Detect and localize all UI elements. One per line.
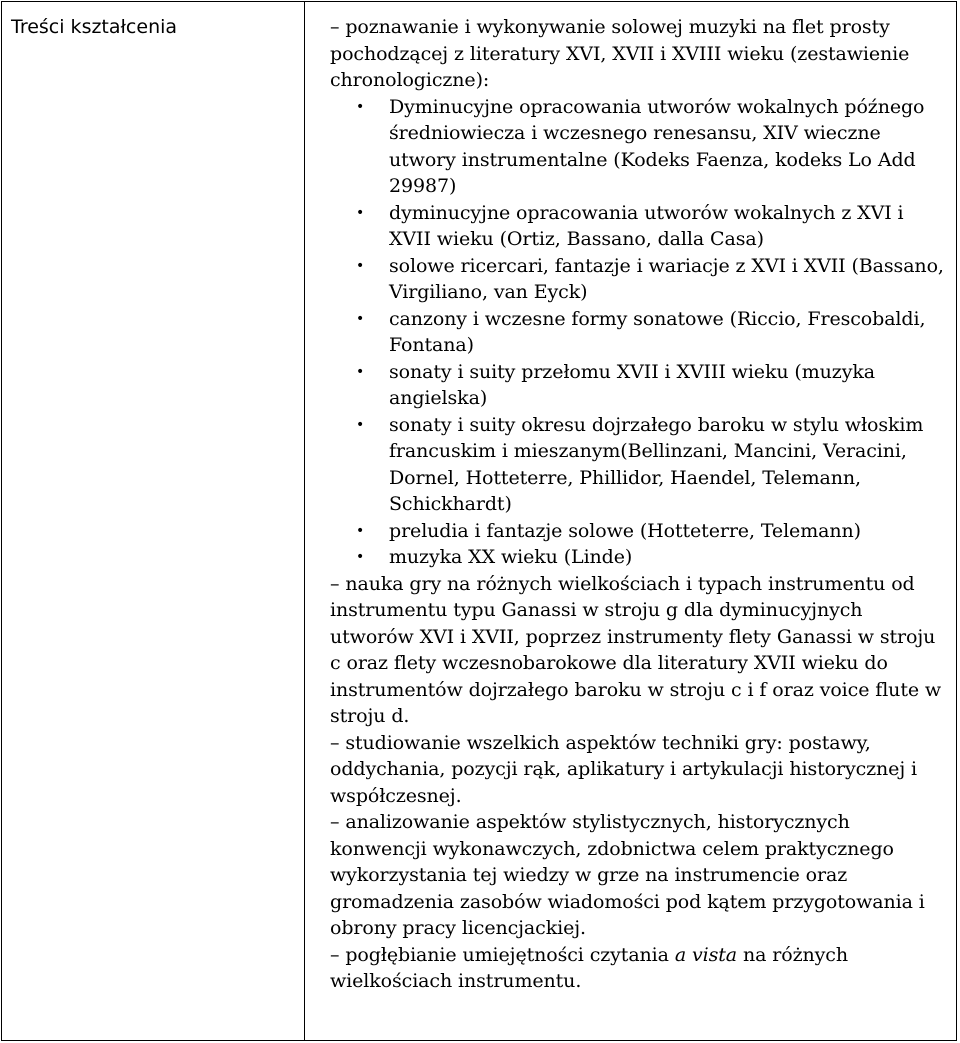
list-item-text: canzony i wczesne formy sonatowe (Riccio, Frescobaldi, Fontana) [389, 307, 926, 356]
list-item [314, 306, 950, 359]
paragraph-sight-reading [314, 942, 950, 995]
bullet-icon: • [356, 257, 365, 274]
list-item-text: sonaty i suity okresu dojrzałego baroku w stylu włoskim francuskim i mieszanym(Bellinzani, Mancini, Veracini, Dornel, Hotteterre, Phillidor, Haendel, Telemann, Schickhardt) [389, 413, 924, 515]
list-item [314, 200, 950, 253]
repertoire-list [314, 94, 950, 571]
list-item-text: preludia i fantazje solowe (Hotteterre, Telemann) [389, 519, 861, 542]
list-item [314, 253, 950, 306]
paragraph-instrument-sizes: – nauka gry na różnych wielkościach i typach instrumentu od instrumentu typu Ganassi w stroju g dla dyminucyjnych utworów XVI i XVII, poprzez instrumenty flety Ganassi w stroju c oraz flety wczesnobarokowe dla literatury XVII wieku do instrumentów dojrzałego baroku w stroju c i f oraz voice flute w stroju d. [330, 572, 942, 727]
bullet-icon: • [356, 310, 365, 327]
bullet-icon: • [356, 522, 365, 539]
content-cell [305, 2, 957, 1041]
bullet-icon: • [356, 363, 365, 380]
intro-paragraph: – poznawanie i wykonywanie solowej muzyki na flet prosty pochodzącej z literatury XVI, XVII i XVIII wieku (zestawienie chronologiczne): [330, 16, 910, 91]
list-item [314, 518, 950, 545]
list-item [314, 412, 950, 518]
list-item-text: muzyka XX wieku (Linde) [389, 546, 633, 568]
curriculum-table [1, 1, 957, 1041]
list-item-text: sonaty i suity przełomu XVII i XVIII wieku (muzyka angielska) [389, 360, 875, 409]
paragraph-stylistic-analysis: – analizowanie aspektów stylistycznych, historycznych konwencji wykonawczych, zdobnictwa celem praktycznego wykorzystania tej wiedzy w grze na instrumencie oraz gromadzenia zasobów wiadomości pod kątem przygotowania i obrony pracy licencjackiej. [330, 811, 925, 939]
paragraph-technique: – studiowanie wszelkich aspektów techniki gry: postawy, oddychania, pozycji rąk, aplikatury i artykulacji historycznej i współczesnej. [330, 731, 918, 807]
bullet-icon: • [356, 416, 365, 433]
sight-reading-italic: a vista [674, 943, 738, 966]
bullet-icon: • [356, 98, 365, 115]
list-item [314, 359, 950, 412]
table-row [2, 2, 957, 1041]
label-cell [2, 2, 305, 1041]
list-item-text: Dyminucyjne opracowania utworów wokalnych późnego średniowiecza i wczesnego renesansu, XIV wieczne utwory instrumentalne (Kodeks Faenza, kodeks Lo Add 29987) [389, 95, 925, 197]
list-item [314, 94, 950, 200]
list-item-text: solowe ricercari, fantazje i wariacje z XVI i XVII (Bassano, Virgiliano, van Eyck) [389, 254, 944, 303]
list-item-text: dyminucyjne opracowania utworów wokalnych z XVI i XVII wieku (Ortiz, Bassano, dalla Casa) [389, 201, 904, 250]
content-body [305, 2, 956, 995]
sight-reading-text-start: – pogłębianie umiejętności czytania [330, 943, 675, 966]
row-label: Treści kształcenia [11, 16, 178, 38]
bullet-icon: • [356, 204, 365, 221]
bullet-icon: • [356, 549, 365, 565]
sight-reading-text-end: na różnych wielkościach instrumentu. [330, 943, 848, 992]
list-item [314, 544, 950, 571]
